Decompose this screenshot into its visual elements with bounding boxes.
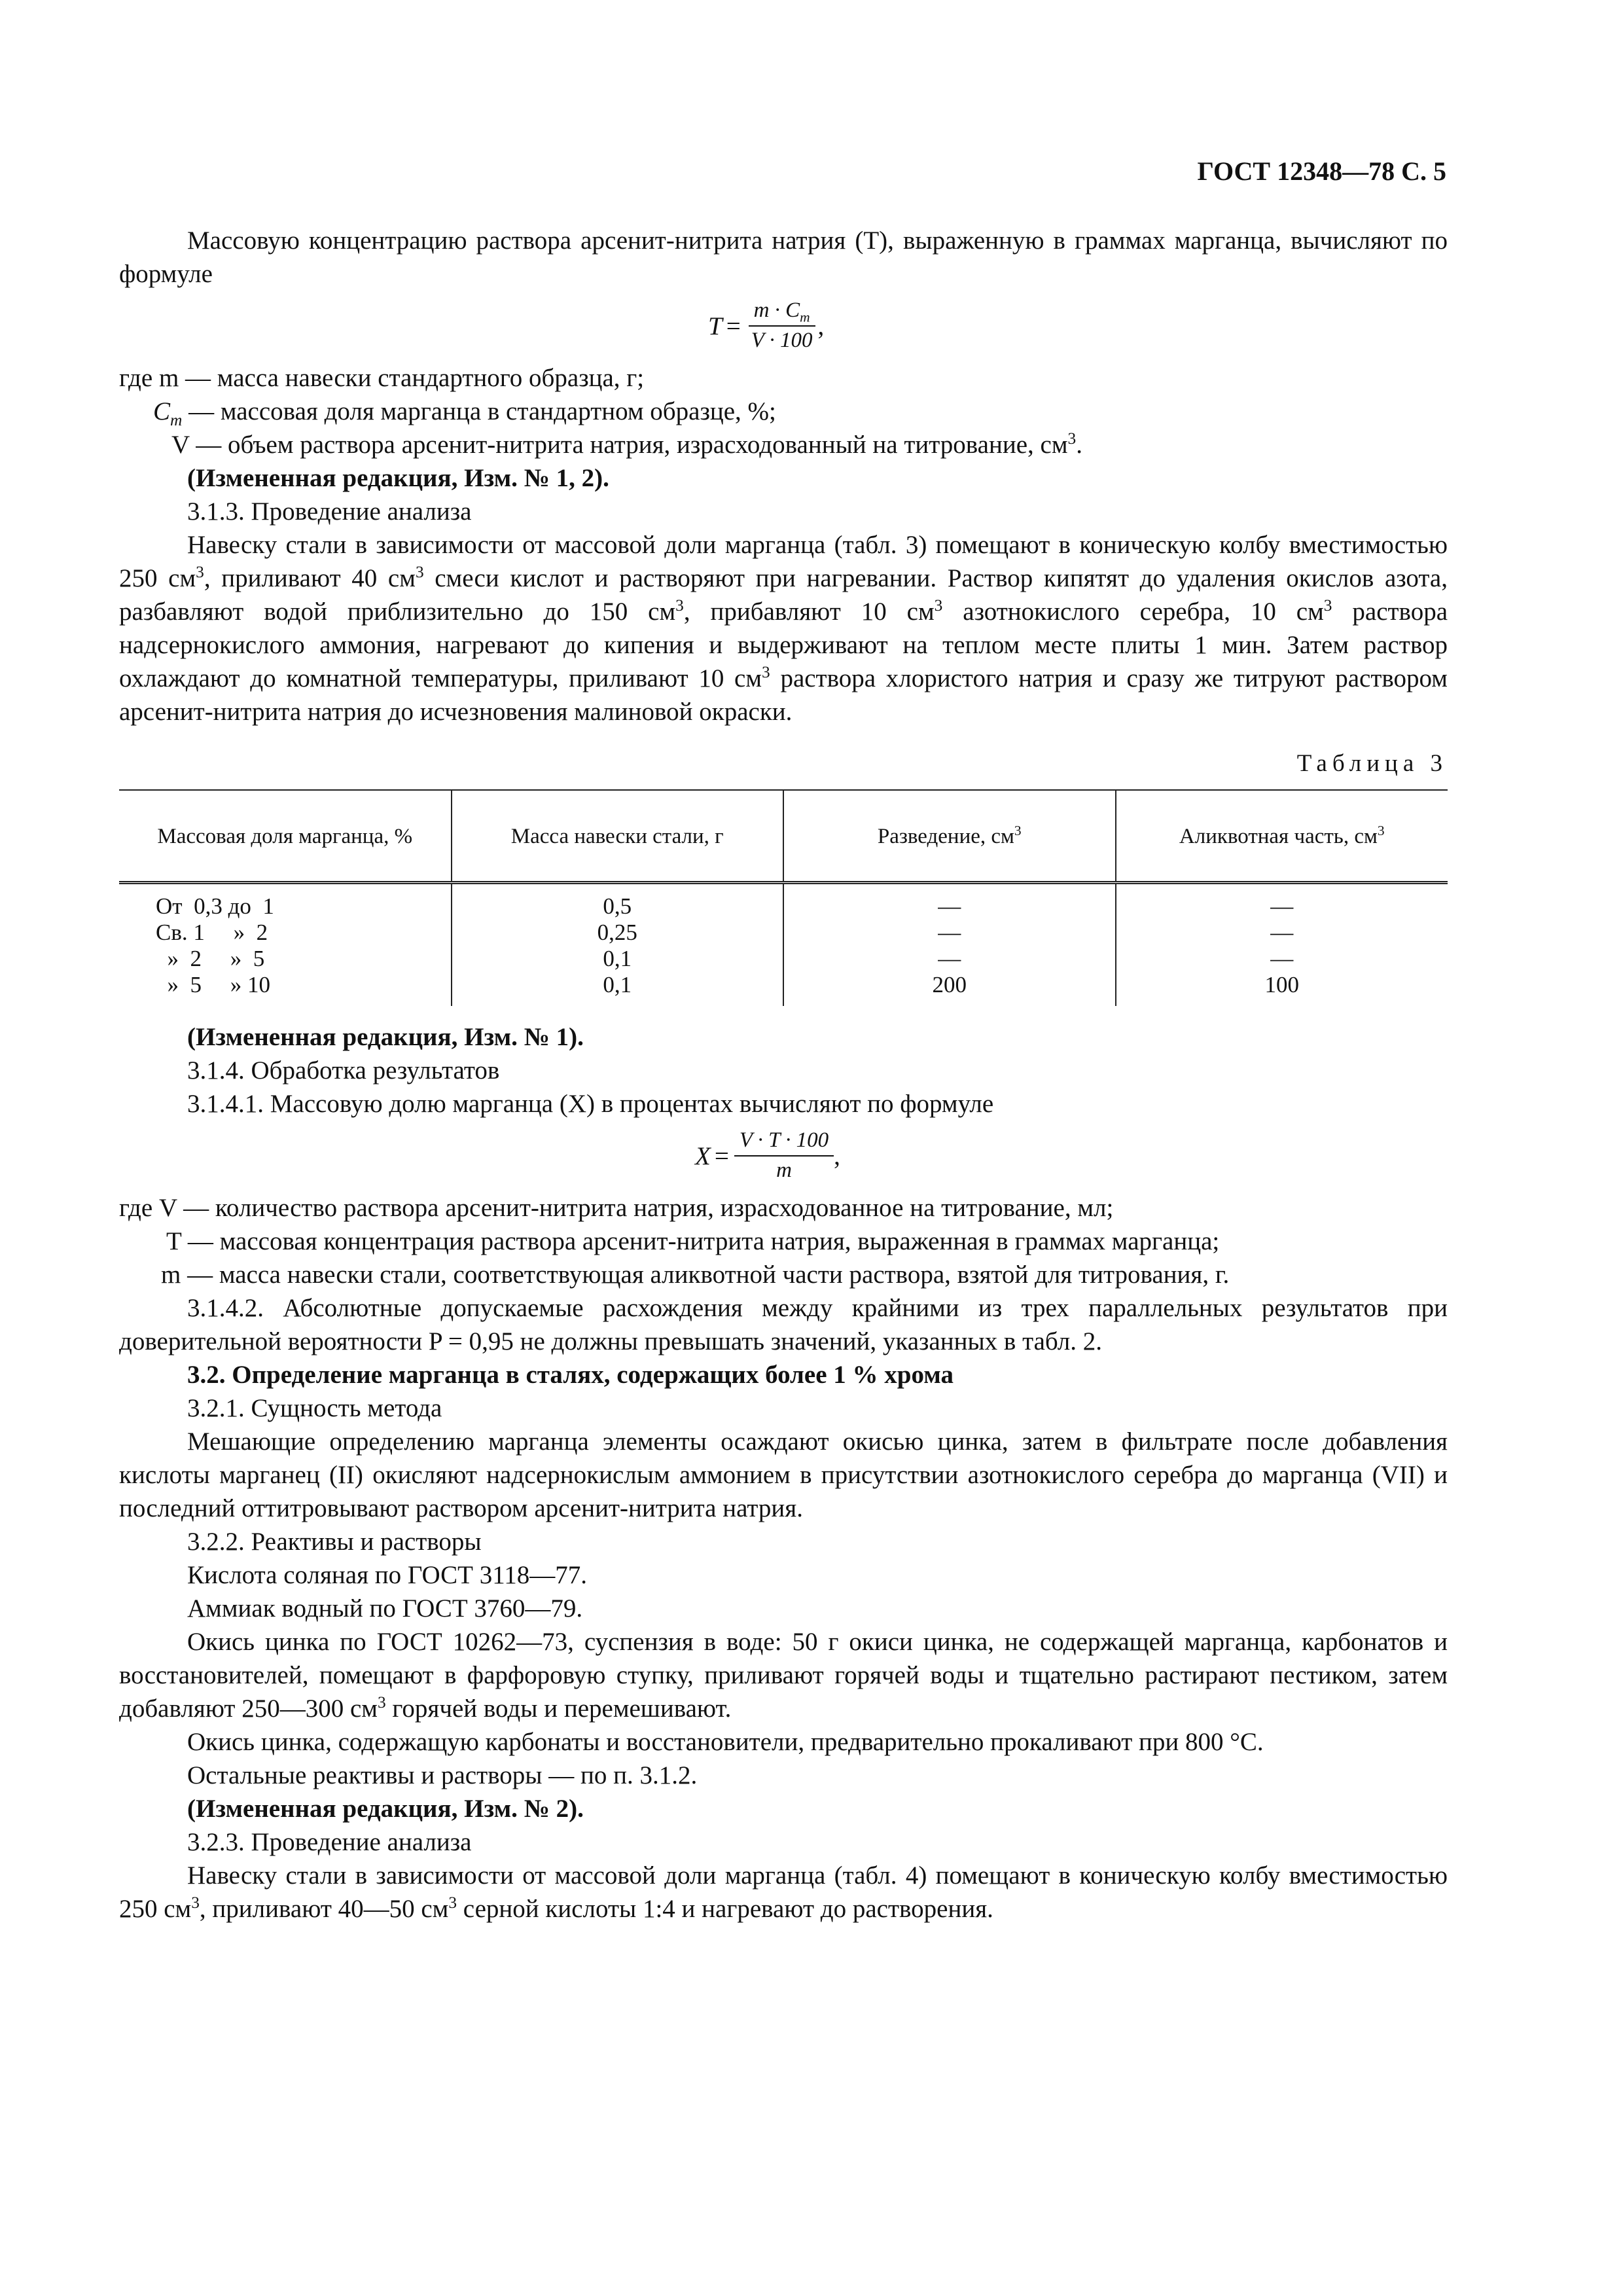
formula-X-lhs: X xyxy=(695,1141,711,1170)
formula-X xyxy=(695,1124,1448,1187)
formula-X-tail: , xyxy=(834,1141,840,1170)
formula-T-equals: = xyxy=(726,312,741,340)
table-3 xyxy=(119,789,1448,1006)
heading-3-2: 3.2. Определение марганца в сталях, содержащих более 1 % хрома xyxy=(187,1361,954,1389)
table-cell: — xyxy=(1116,946,1448,972)
table-cell: — xyxy=(1116,883,1448,920)
table-3-caption: Таблица 3 xyxy=(1296,750,1448,777)
table-cell: — xyxy=(783,946,1116,972)
table-cell: — xyxy=(783,883,1116,920)
table-cell: — xyxy=(783,920,1116,946)
table-cell: 0,1 xyxy=(452,972,784,1006)
reagent-others: Остальные реактивы и растворы — по п. 3.1.2. xyxy=(187,1761,698,1789)
formula-T-tail: , xyxy=(817,312,825,340)
heading-3-1-3: 3.1.3. Проведение анализа xyxy=(187,497,472,526)
table-cell: 200 xyxy=(783,972,1116,1006)
formula-T-lhs: T xyxy=(708,312,722,340)
table-row xyxy=(119,946,1448,972)
table-cell: Св. 1 » 2 xyxy=(156,920,268,945)
formula-T-denominator: V · 100 xyxy=(751,329,813,352)
reagent-ammonia: Аммиак водный по ГОСТ 3760—79. xyxy=(187,1594,583,1623)
heading-3-2-2: 3.2.2. Реактивы и растворы xyxy=(187,1528,482,1556)
page-content xyxy=(119,224,1448,1926)
where-c-line: $C_m$ — массовая доля марганца в стандартном образце, %; xyxy=(153,397,776,429)
table-cell: 0,1 xyxy=(452,946,784,972)
heading-3-1-4: 3.1.4. Обработка результатов xyxy=(187,1056,500,1085)
formula-T xyxy=(708,296,1448,356)
heading-3-2-3: 3.2.3. Проведение анализа xyxy=(187,1828,472,1856)
table-cell: От 0,3 до 1 xyxy=(156,893,274,919)
table-3-header-row xyxy=(119,790,1448,883)
paragraph-concentration-intro: Массовую концентрацию раствора арсенит-нитрита натрия (Т), выраженную в граммах марганца, вычисляют по формуле xyxy=(119,226,1448,288)
table-3-header-dilution: Разведение, $см^3$ xyxy=(783,790,1116,883)
amendment-note-3: (Измененная редакция, Изм. № 2). xyxy=(187,1795,584,1823)
formula-X-fraction xyxy=(734,1128,834,1183)
where-v-line: V — объем раствора арсенит-нитрита натрия, израсходованный на титрование, $см^3$. xyxy=(171,429,1082,459)
heading-3-2-1: 3.2.1. Сущность метода xyxy=(187,1394,442,1422)
paragraph-3-1-3: Навеску стали в зависимости от массовой доли марганца (табл. 3) помещают в коническую колбу вместимостью 250 $см^3$, приливают 40 $см^3$ смеси кислот и растворяют при нагревании. Раствор кипятят до удаления окислов азота, разбавляют водой приблизительно до 150 $см^3$, прибавляют 10 $см^3$ азотнокислого серебра, 10 $см^3$ раствора надсернокислого аммония, нагревают до кипения и выдерживают на теплом месте плиты 1 мин. Затем раствор охлаждают до комнатной температуры, приливают 10 $см^3$ раствора хлористого натрия и сразу же титруют раствором арсенит-нитрита натрия до исчезновения малиновой окраски. xyxy=(119,531,1448,726)
table-cell: » 2 » 5 xyxy=(156,946,265,971)
formula-T-numerator: $m \cdot C_m$ xyxy=(749,298,815,327)
formula-X-numerator: V · T · 100 xyxy=(734,1128,834,1157)
where-t-line: T — массовая концентрация раствора арсенит-нитрита натрия, выраженная в граммах марганца; xyxy=(166,1227,1220,1255)
formula-X-equals: = xyxy=(714,1141,729,1170)
table-row xyxy=(119,920,1448,946)
table-cell: 0,5 xyxy=(452,883,784,920)
amendment-note-1: (Измененная редакция, Изм. № 1, 2). xyxy=(187,464,609,492)
formula-X-denominator: m xyxy=(776,1158,792,1182)
page-header: ГОСТ 12348—78 С. 5 xyxy=(1197,156,1446,186)
table-3-header-aliquot: Аликвотная часть, $см^3$ xyxy=(1116,790,1448,883)
paragraph-3-1-4-2: 3.1.4.2. Абсолютные допускаемые расхождения между крайними из трех параллельных результатов при доверительной вероятности P = 0,95 не должны превышать значений, указанных в табл. 2. xyxy=(119,1294,1448,1355)
table-cell: — xyxy=(1116,920,1448,946)
heading-3-1-4-1: 3.1.4.1. Массовую долю марганца (Х) в процентах вычисляют по формуле xyxy=(187,1090,994,1118)
table-cell: » 5 » 10 xyxy=(156,972,270,997)
formula-T-fraction xyxy=(746,298,818,353)
reagent-zinc-oxide: Окись цинка по ГОСТ 10262—73, суспензия в воде: 50 г окиси цинка, не содержащей марганца, карбонатов и восстановителей, помещают в фарфоровую ступку, приливают горячей воды и тщательно растирают пестиком, затем добавляют 250—300 $см^3$ горячей воды и перемешивают. xyxy=(119,1628,1448,1723)
where-v2-line: где V — количество раствора арсенит-нитрита натрия, израсходованное на титрование, мл; xyxy=(119,1194,1114,1222)
where-m-line: где m — масса навески стандартного образца, г; xyxy=(119,364,645,392)
table-3-header-mass-fraction: Массовая доля марганца, % xyxy=(119,790,452,883)
paragraph-3-2-3: Навеску стали в зависимости от массовой доли марганца (табл. 4) помещают в коническую колбу вместимостью 250 $см^3$, приливают 40—50 $см^3$ серной кислоты 1:4 и нагревают до растворения. xyxy=(119,1861,1448,1923)
table-row xyxy=(119,883,1448,920)
table-cell: 0,25 xyxy=(452,920,784,946)
table-row xyxy=(119,972,1448,1006)
reagent-hydrochloric-acid: Кислота соляная по ГОСТ 3118—77. xyxy=(187,1561,588,1589)
paragraph-3-2-1: Мешающие определению марганца элементы осаждают окисью цинка, затем в фильтрате после добавления кислоты марганец (II) окисляют надсернокислым аммонием в присутствии азотнокислого серебра до марганца (VII) и последний оттитровывают раствором арсенит-нитрита натрия. xyxy=(119,1427,1448,1522)
where-m2-line: m — масса навески стали, соответствующая аликвотной части раствора, взятой для титрования, г. xyxy=(161,1261,1230,1289)
table-cell: 100 xyxy=(1116,972,1448,1006)
amendment-note-2: (Измененная редакция, Изм. № 1). xyxy=(187,1023,584,1051)
table-3-header-sample-mass: Масса навески стали, г xyxy=(452,790,784,883)
reagent-zinc-oxide-calcination: Окись цинка, содержащую карбонаты и восстановители, предварительно прокаливают при 800 °С. xyxy=(187,1728,1264,1756)
